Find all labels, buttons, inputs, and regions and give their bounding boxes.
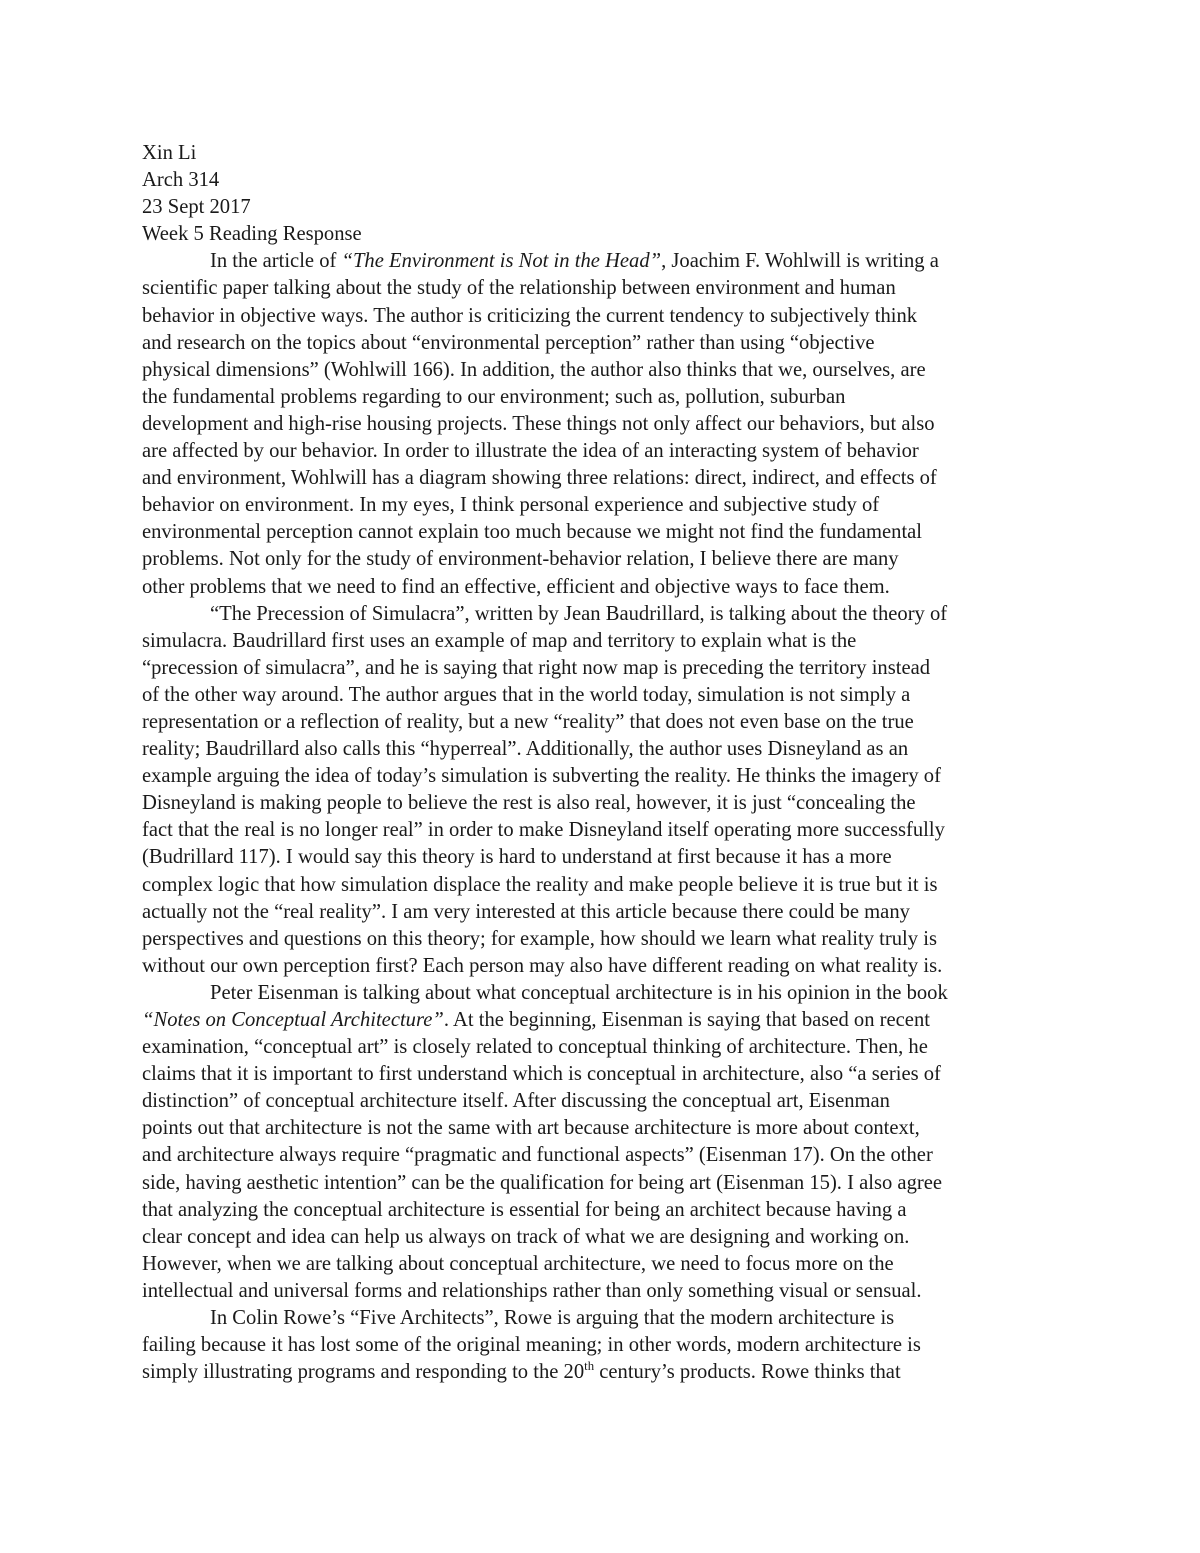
text-line (142, 411, 1057, 438)
text-line (142, 1007, 1057, 1034)
text-line (142, 1359, 1057, 1386)
author-name: Xin Li (142, 142, 197, 164)
essay-header (142, 140, 1057, 248)
text-run: scientific paper talking about the study of the relationship between environment and human (142, 277, 896, 300)
text-line (142, 1034, 1057, 1061)
text-run: reality; Baudrillard also calls this “hyperreal”. Additionally, the author uses Disneyland as an (142, 738, 909, 761)
text-run: . At the beginning, Eisenman is saying that based on recent (443, 1009, 930, 1031)
text-run: In Colin Rowe’s “Five Architects”, Rowe is arguing that the modern architecture is (210, 1307, 895, 1330)
text-line (142, 601, 1057, 628)
paragraph (142, 1305, 1057, 1386)
text-line (142, 384, 1057, 411)
text-line (142, 844, 1057, 871)
text-line (142, 655, 1057, 682)
text-line (142, 492, 1057, 519)
text-run: century’s products. Rowe thinks that (594, 1361, 901, 1384)
text-run: example arguing the idea of today’s simulation is subverting the reality. He thinks the imagery of (142, 765, 941, 788)
text-line (142, 519, 1057, 546)
essay-body (142, 140, 1057, 1386)
text-line (142, 1170, 1057, 1197)
text-run: actually not the “real reality”. I am very interested at this article because there could be many (142, 900, 910, 923)
text-run: examination, “conceptual art” is closely related to conceptual thinking of architecture. Then, he (142, 1036, 928, 1059)
text-line (142, 303, 1057, 330)
text-run: distinction” of conceptual architecture itself. After discussing the conceptual art, Eisenman (142, 1090, 890, 1113)
text-line (142, 763, 1057, 790)
text-line (142, 736, 1057, 763)
text-line (142, 1142, 1057, 1169)
text-line (142, 1224, 1057, 1251)
text-run: that analyzing the conceptual architecture is essential for being an architect because having a (142, 1198, 907, 1221)
text-line (142, 899, 1057, 926)
text-line (142, 953, 1057, 980)
text-run: clear concept and idea can help us always on track of what we are designing and working on. (142, 1225, 910, 1248)
text-run: claims that it is important to first understand which is conceptual in architecture, also “a series of (142, 1063, 941, 1086)
text-run: are affected by our behavior. In order to illustrate the idea of an interacting system of behavior (142, 440, 919, 463)
essay-title: Week 5 Reading Response (142, 223, 362, 246)
text-line (142, 1115, 1057, 1142)
text-line (142, 926, 1057, 953)
text-run: failing because it has lost some of the original meaning; in other words, modern architecture is (142, 1334, 921, 1357)
essay-date: 23 Sept 2017 (142, 196, 251, 219)
text-line (142, 790, 1057, 817)
text-run: of the other way around. The author argues that in the world today, simulation is not simply a (142, 683, 911, 706)
text-line (142, 1088, 1057, 1115)
text-line (142, 1251, 1057, 1278)
essay-paragraphs (142, 248, 1057, 1386)
text-line (142, 574, 1057, 601)
text-line (142, 628, 1057, 655)
text-run: fact that the real is no longer real” in order to make Disneyland itself operating more successfully (142, 819, 945, 842)
text-line (142, 682, 1057, 709)
text-run: simply illustrating programs and responding to the 20 (142, 1361, 585, 1384)
text-run: In the article of (210, 250, 342, 273)
text-line (142, 1305, 1057, 1332)
text-run: Peter Eisenman is talking about what conceptual architecture is in his opinion in the book (210, 981, 948, 1004)
text-line (142, 872, 1057, 899)
paragraph (142, 980, 1057, 1305)
text-run: simulacra. Baudrillard first uses an example of map and territory to explain what is the (142, 629, 857, 652)
text-run: (Budrillard 117). I would say this theory is hard to understand at first because it has a more (142, 846, 892, 869)
text-line (142, 248, 1057, 275)
text-run: and research on the topics about “environmental perception” rather than using “objective (142, 331, 875, 354)
text-run: representation or a reflection of reality, but a new “reality” that does not even base on the true (142, 710, 914, 733)
text-run: physical dimensions” (Wohlwill 166). In addition, the author also thinks that we, ourselves, are (142, 358, 926, 381)
text-line (142, 1061, 1057, 1088)
paragraph (142, 248, 1057, 600)
text-run: behavior in objective ways. The author is criticizing the current tendency to subjectively think (142, 304, 918, 327)
text-line (142, 330, 1057, 357)
text-line (142, 438, 1057, 465)
text-run: However, when we are talking about conceptual architecture, we need to focus more on the (142, 1252, 894, 1275)
text-run: and architecture always require “pragmatic and functional aspects” (Eisenman 17). On the other (142, 1144, 933, 1167)
text-run: “precession of simulacra”, and he is saying that right now map is preceding the territory instead (142, 656, 931, 679)
text-run: behavior on environment. In my eyes, I think personal experience and subjective study of (142, 494, 880, 517)
course-code: Arch 314 (142, 169, 220, 192)
superscript: th (584, 1359, 595, 1374)
italic-title: “Notes on Conceptual Architecture” (142, 1009, 444, 1031)
text-line (142, 709, 1057, 736)
text-run: development and high-rise housing projects. These things not only affect our behaviors, but also (142, 412, 935, 435)
text-line (142, 357, 1057, 384)
text-line (142, 980, 1057, 1007)
text-line (142, 275, 1057, 302)
text-run: without our own perception first? Each person may also have different reading on what reality is. (142, 954, 943, 977)
text-run: other problems that we need to find an effective, efficient and objective ways to face them. (142, 575, 890, 598)
text-run: intellectual and universal forms and relationships rather than only something visual or sensual. (142, 1279, 922, 1302)
text-line (142, 465, 1057, 492)
text-run: problems. Not only for the study of environment-behavior relation, I believe there are many (142, 548, 899, 571)
text-run: and environment, Wohlwill has a diagram showing three relations: direct, indirect, and effects of (142, 467, 937, 490)
italic-title: “The Environment is Not in the Head” (341, 250, 662, 273)
text-run: perspectives and questions on this theory; for example, how should we learn what reality truly is (142, 927, 937, 950)
text-run: Disneyland is making people to believe the rest is also real, however, it is just “concealing the (142, 792, 916, 815)
text-line (142, 1332, 1057, 1359)
text-run: , Joachim F. Wohlwill is writing a (661, 250, 939, 273)
paragraph (142, 601, 1057, 980)
text-run: complex logic that how simulation displace the reality and make people believe it is true but it is (142, 873, 938, 896)
text-run: “The Precession of Simulacra”, written by Jean Baudrillard, is talking about the theory of (210, 602, 948, 625)
text-run: environmental perception cannot explain too much because we might not find the fundamental (142, 521, 923, 544)
text-run: side, having aesthetic intention” can be the qualification for being art (Eisenman 15). I also agree (142, 1171, 942, 1194)
text-line (142, 1197, 1057, 1224)
text-run: points out that architecture is not the same with art because architecture is more about context, (142, 1117, 920, 1140)
text-line (142, 817, 1057, 844)
text-line (142, 1278, 1057, 1305)
text-line (142, 546, 1057, 573)
text-run: the fundamental problems regarding to our environment; such as, pollution, suburban (142, 385, 846, 408)
